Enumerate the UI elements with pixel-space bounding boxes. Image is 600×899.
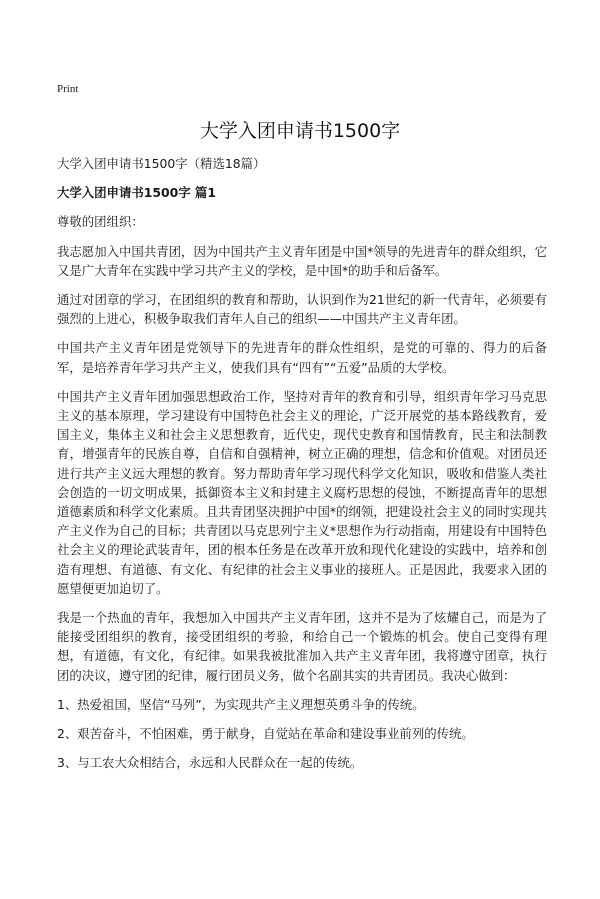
paragraph-5: 我是一个热血的青年，我想加入中国共产主义青年团，这并不是为了炫耀自己，而是为了能接受团组织的教育，接受团组织的考验，和给自己一个锻炼的机会。使自己变得有理想，有道德，有文化，有纪律。如果我被批准加入共产主义青年团，我将遵守团章，执行团的决议，遵守团的纪律，履行团员义务，做个名副其实的共青团员。我决心做到： [57,610,547,683]
paragraph-2: 通过对团章的学习，在团组织的教育和帮助，认识到作为21世纪的新一代青年，必须要有强烈的上进心，积极争取我们青年人自己的组织——中国共产主义青年团。 [57,292,547,327]
section-heading: 大学入团申请书1500字 篇1 [57,185,216,201]
print-link[interactable]: Print [57,83,79,95]
document-body [57,154,547,782]
salutation: 尊敬的团组织： [57,214,144,230]
document-subtitle: 大学入团申请书1500字（精选18篇） [57,156,266,171]
pledge-item-2: 2、艰苦奋斗，不怕困难，勇于献身，自觉站在革命和建设事业前列的传统。 [57,726,474,742]
pledge-item-1: 1、热爱祖国，坚信“马列”，为实现共产主义理想英勇斗争的传统。 [57,696,425,712]
page-title: 大学入团申请书1500字 [199,120,401,142]
pledge-item-3: 3、与工农大众相结合，永远和人民群众在一起的传统。 [57,755,363,771]
paragraph-1: 我志愿加入中国共青团，因为中国共产主义青年团是中国*领导的先进青年的群众组织，它又是广大青年在实践中学习共产主义的学校，是中国*的助手和后备军。 [57,243,547,278]
paragraph-4: 中国共产主义青年团加强思想政治工作，坚持对青年的教育和引导，组织青年学习马克思主义的基本原理，学习建设有中国特色社会主义的理论，广泛开展党的基本路线教育，爱国主义，集体主义和社会主义思想教育，近代史，现代史教育和国情教育，民主和法制教育，增强青年的民族自尊，自信和自强精神，树立正确的理想，信念和价值观。对团员还进行共产主义远大理想的教育。努力帮助青年学习现代科学文化知识，吸收和借鉴人类社会创造的一切文明成果，抵御资本主义和封建主义腐朽思想的侵蚀，不断提高青年的思想道德素质和科学文化素质。且共青团坚决拥护中国*的纲领，把建设社会主义的同时实现共产主义作为自己的目标；共青团以马克思列宁主义*思想作为行动指南，用建设有中国特色社会主义的理论武装青年，团的根本任务是在改革开放和现代化建设的实践中，培养和创造有理想、有道德、有文化、有纪律的社会主义事业的接班人。正是因此，我要求入团的愿望便更加迫切了。 [57,388,547,596]
paragraph-3: 中国共产主义青年团是党领导下的先进青年的群众性组织，是党的可靠的、得力的后备军，是培养青年学习共产主义，使我们具有“四有”“五爱”品质的大学校。 [57,340,547,375]
